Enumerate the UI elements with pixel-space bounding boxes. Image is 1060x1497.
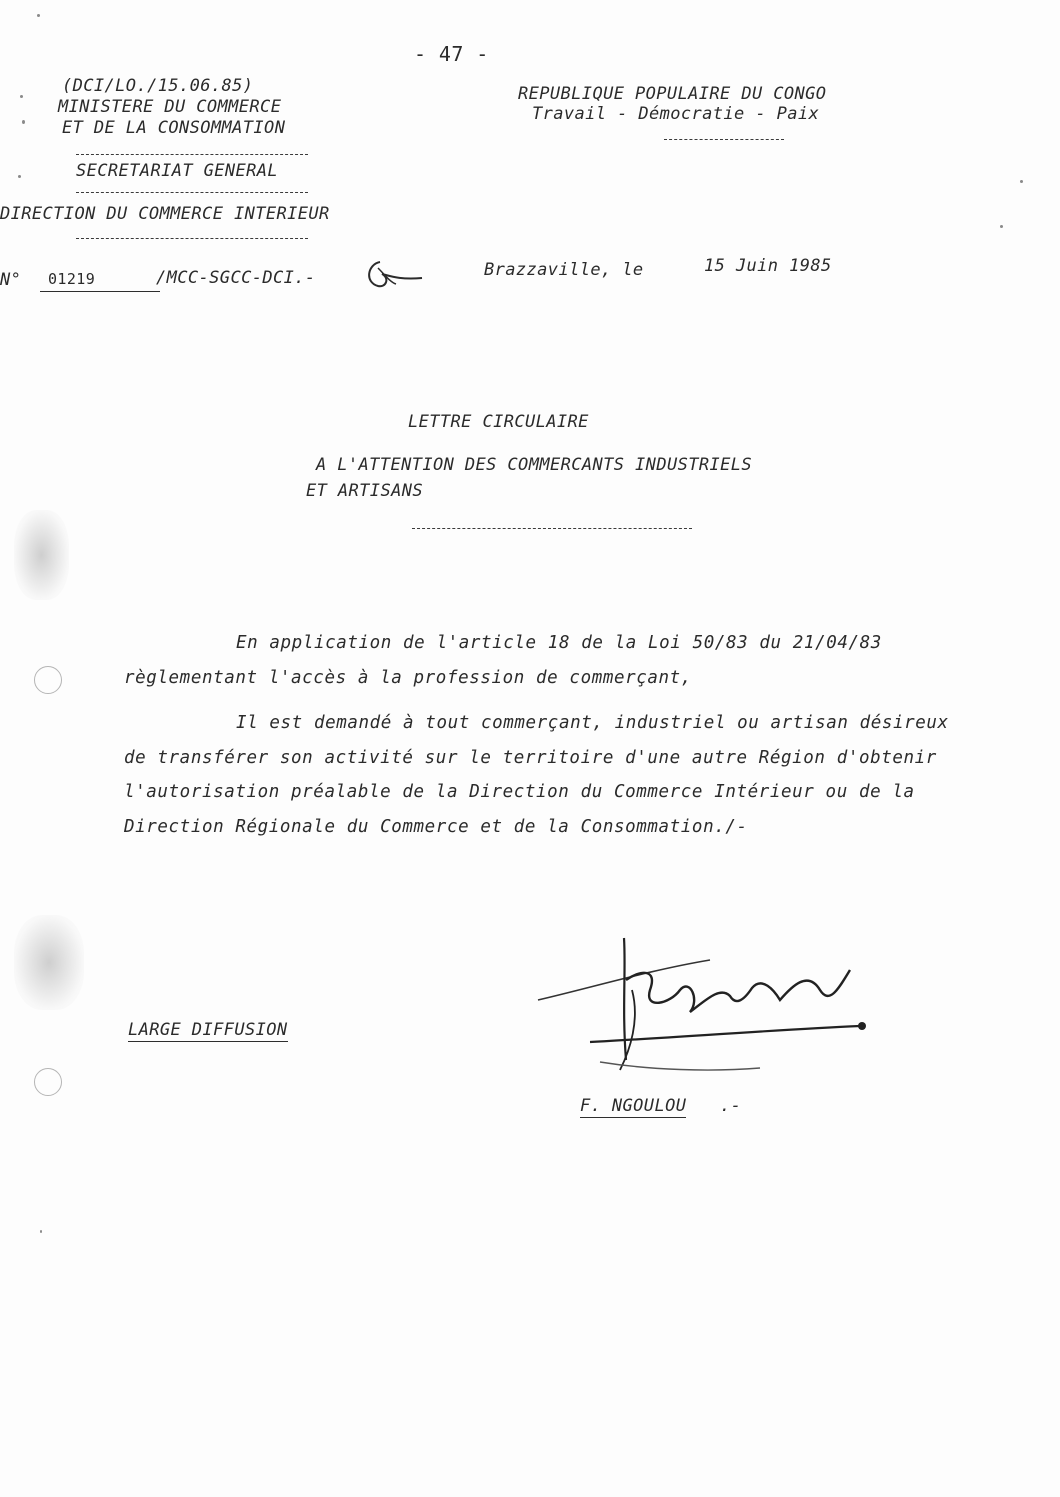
reference-number-prefix: N° (0, 270, 22, 290)
distribution-notice: LARGE DIFFUSION (128, 1020, 288, 1040)
page-number: - 47 - (414, 42, 489, 66)
title-separator (412, 528, 692, 529)
document-title: LETTRE CIRCULAIRE (408, 412, 589, 432)
reference-code: (DCI/LO./15.06.85) (62, 76, 254, 96)
speck (18, 175, 21, 178)
punch-hole (34, 666, 62, 694)
body-paragraph-1: En application de l'article 18 de la Loi 50/83 du 21/04/83 règlementant l'accès à la profession de commerçant, (124, 633, 882, 688)
speck (1000, 225, 1003, 228)
direction-commerce-interieur: DIRECTION DU COMMERCE INTERIEUR (0, 204, 330, 224)
initials-mark (360, 256, 430, 296)
speck (20, 95, 23, 98)
reference-number: 01219 (48, 270, 96, 288)
addressee-line-1: A L'ATTENTION DES COMMERCANTS INDUSTRIELS (316, 455, 753, 475)
separator (76, 192, 308, 193)
speck (40, 1230, 42, 1233)
separator (76, 154, 308, 155)
signatory-suffix: .- (720, 1096, 742, 1116)
speck (37, 14, 40, 17)
republic-name: REPUBLIQUE POPULAIRE DU CONGO (518, 84, 827, 104)
scan-smudge (14, 510, 69, 600)
ministry-line-2: ET DE LA CONSOMMATION (62, 118, 286, 138)
secretariat-general: SECRETARIAT GENERAL (76, 161, 279, 181)
separator (664, 139, 784, 140)
date: 15 Juin 1985 (704, 256, 832, 276)
place: Brazzaville, le (484, 260, 644, 280)
speck (22, 120, 25, 124)
signatory-name: F. NGOULOU (580, 1096, 687, 1116)
number-underline (40, 291, 160, 292)
separator (76, 238, 308, 239)
body-paragraph-2: Il est demandé à tout commerçant, industriel ou artisan désireux de transférer son activité sur le territoire d'une autre Région d'obtenir l'autorisation préalable de la Direction du Commerce Intérieur ou de la Direction Régionale du Commerce et de la Consommation./- (124, 713, 949, 837)
speck (1020, 180, 1023, 183)
scan-smudge (14, 915, 84, 1010)
reference-service-code: /MCC-SGCC-DCI.- (156, 268, 316, 288)
punch-hole (34, 1068, 62, 1096)
national-motto: Travail - Démocratie - Paix (532, 104, 820, 124)
handwritten-signature (530, 930, 890, 1090)
addressee-line-2: ET ARTISANS (306, 481, 423, 501)
ministry-line-1: MINISTERE DU COMMERCE (58, 97, 282, 117)
